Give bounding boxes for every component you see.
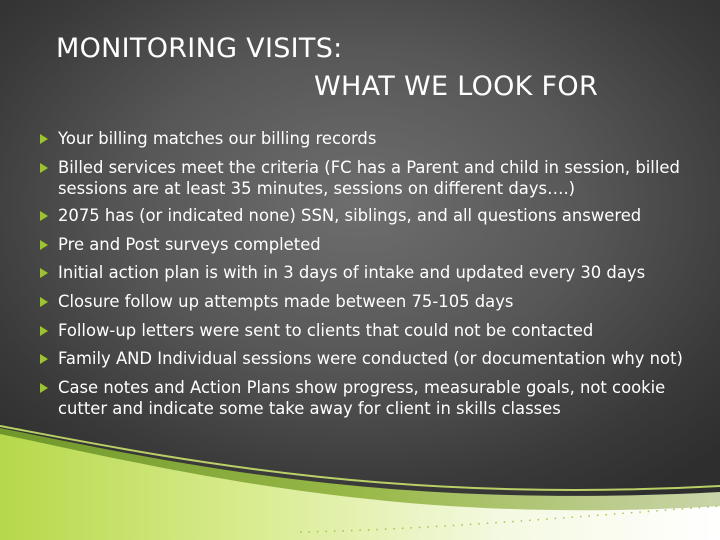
bullet-text: Case notes and Action Plans show progress, measurable goals, not cookie cutter and indicate some take away for client in skills classes bbox=[58, 377, 666, 418]
bullet-list bbox=[40, 128, 690, 425]
bullet-arrow-icon bbox=[40, 326, 48, 336]
bullet-text: Initial action plan is with in 3 days of intake and updated every 30 days bbox=[58, 263, 646, 283]
title-line-2: WHAT WE LOOK FOR bbox=[314, 71, 599, 102]
bullet-item bbox=[40, 234, 690, 256]
bullet-text: Pre and Post surveys completed bbox=[58, 234, 321, 254]
bullet-arrow-icon bbox=[40, 163, 48, 173]
bullet-text: 2075 has (or indicated none) SSN, siblings, and all questions answered bbox=[58, 206, 642, 226]
bullet-text: Your billing matches our billing records bbox=[58, 129, 377, 148]
bullet-item bbox=[40, 320, 690, 342]
bullet-arrow-icon bbox=[40, 354, 48, 364]
bullet-text: Closure follow up attempts made between 75-105 days bbox=[58, 291, 514, 311]
bullet-item bbox=[40, 128, 690, 150]
bullet-text: Billed services meet the criteria (FC has a Parent and child in session, billed sessions are at least 35 minutes, sessions on different days….) bbox=[58, 157, 680, 198]
bullet-item bbox=[40, 291, 690, 313]
bullet-text: Follow-up letters were sent to clients that could not be contacted bbox=[58, 320, 594, 340]
title-line-1: MONITORING VISITS: bbox=[56, 33, 343, 64]
bullet-item bbox=[40, 348, 690, 370]
bullet-arrow-icon bbox=[40, 240, 48, 250]
bullet-arrow-icon bbox=[40, 383, 48, 393]
bullet-arrow-icon bbox=[40, 268, 48, 278]
bullet-arrow-icon bbox=[40, 134, 48, 144]
bullet-item bbox=[40, 205, 690, 227]
decorative-wave bbox=[0, 400, 720, 540]
bullet-arrow-icon bbox=[40, 297, 48, 307]
bullet-item bbox=[40, 262, 690, 284]
bullet-item bbox=[40, 157, 690, 199]
slide-title bbox=[56, 30, 656, 106]
bullet-arrow-icon bbox=[40, 211, 48, 221]
bullet-text: Family AND Individual sessions were conducted (or documentation why not) bbox=[58, 349, 683, 369]
